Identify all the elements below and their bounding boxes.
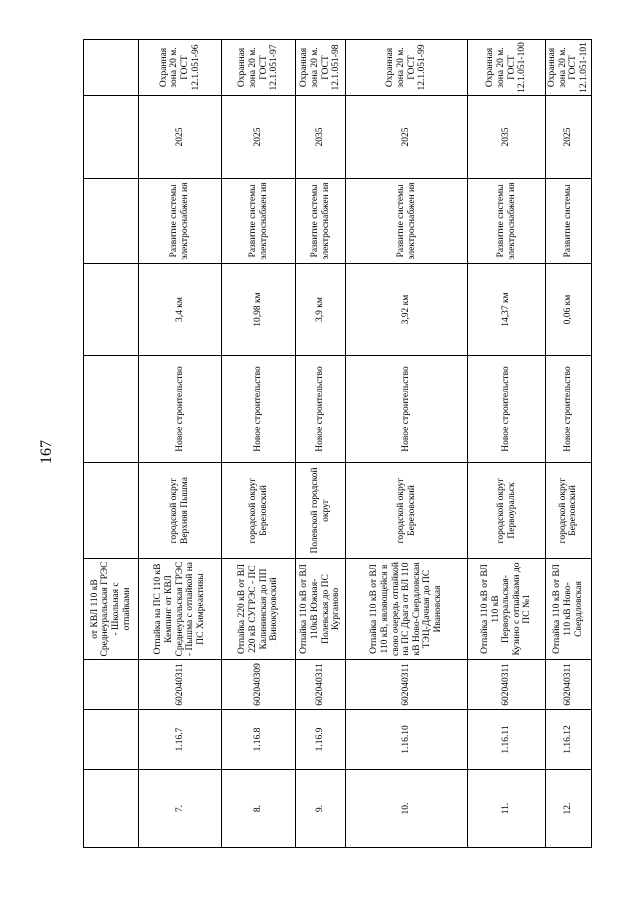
table-row: [222, 40, 296, 848]
cell-num: 9.: [296, 770, 346, 848]
cell-code: 1.16.10: [346, 710, 468, 770]
cell-name: Отпайка 220 кВ от ВЛ 220 кВ СУГРЭС - ПС Калининская до ПП Винокуровский: [222, 559, 296, 660]
cell-location: городской округ Первоуральск: [468, 463, 546, 559]
cell-length: 3,9 км: [296, 264, 346, 356]
cell-id: 602040311: [139, 660, 222, 710]
rotated-table-container: [83, 40, 589, 848]
cell-num: 10.: [346, 770, 468, 848]
cell-code: 1.16.7: [139, 710, 222, 770]
cell-zone: Охранная зона 20 м. ГОСТ 12.1.051-99: [346, 40, 468, 96]
cell-year: 2025: [546, 96, 592, 179]
table-row: [546, 40, 592, 848]
objects-table: [83, 39, 592, 848]
cell-year: 2035: [468, 96, 546, 179]
cell-id: 602040311: [546, 660, 592, 710]
cell-length: 0,06 км: [546, 264, 592, 356]
page-number: [36, 438, 58, 466]
table-row: [346, 40, 468, 848]
cell-length: [84, 264, 139, 356]
table-row: [468, 40, 546, 848]
cell-purpose: [84, 179, 139, 264]
cell-purpose: Развитие системы электроснабжен ия: [139, 179, 222, 264]
cell-year: 2035: [296, 96, 346, 179]
cell-code: 1.16.11: [468, 710, 546, 770]
cell-id: 602040311: [468, 660, 546, 710]
cell-num: 12.: [546, 770, 592, 848]
cell-num: 7.: [139, 770, 222, 848]
cell-id: 602040309: [222, 660, 296, 710]
cell-location: городской округ Березовский: [222, 463, 296, 559]
cell-purpose: Развитие системы: [546, 179, 592, 264]
cell-location: городской округ Березовский: [546, 463, 592, 559]
cell-code: [84, 710, 139, 770]
cell-id: [84, 660, 139, 710]
cell-length: 14,37 км: [468, 264, 546, 356]
cell-zone: [84, 40, 139, 96]
cell-num: 11.: [468, 770, 546, 848]
cell-location: Полевской городской округ: [296, 463, 346, 559]
cell-id: 602040311: [296, 660, 346, 710]
cell-purpose: Развитие системы электроснабжен ия: [346, 179, 468, 264]
cell-work-type: Новое строительство: [296, 356, 346, 463]
cell-zone: Охранная зона 20 м. ГОСТ 12.1.051-97: [222, 40, 296, 96]
cell-zone: Охранная зона 20 м. ГОСТ 12.1.051-100: [468, 40, 546, 96]
cell-num: 8.: [222, 770, 296, 848]
cell-name: Отпайка 110 кВ от ВЛ 110 кВ Ново-Свердловская: [546, 559, 592, 660]
page-number-text: 167: [38, 440, 55, 464]
cell-location: городской округ Верхняя Пышма: [139, 463, 222, 559]
cell-work-type: Новое строительство: [346, 356, 468, 463]
cell-length: 3,4 км: [139, 264, 222, 356]
cell-work-type: Новое строительство: [222, 356, 296, 463]
cell-location: [84, 463, 139, 559]
table-row: [296, 40, 346, 848]
cell-work-type: Новое строительство: [468, 356, 546, 463]
cell-code: 1.16.12: [546, 710, 592, 770]
cell-num: [84, 770, 139, 848]
cell-purpose: Развитие системы электроснабжен ия: [468, 179, 546, 264]
cell-name: Отпайка 110 кВ от ВЛ 110кВ Южная-Полевская до ПС Курганово: [296, 559, 346, 660]
cell-length: 10,98 км: [222, 264, 296, 356]
cell-id: 602040311: [346, 660, 468, 710]
cell-work-type: [84, 356, 139, 463]
cell-zone: Охранная зона 20 м. ГОСТ 12.1.051-98: [296, 40, 346, 96]
cell-code: 1.16.9: [296, 710, 346, 770]
cell-location: городской округ Березовский: [346, 463, 468, 559]
cell-length: 3,92 км: [346, 264, 468, 356]
cell-code: 1.16.8: [222, 710, 296, 770]
cell-year: 2025: [222, 96, 296, 179]
cell-purpose: Развитие системы электроснабжен ия: [222, 179, 296, 264]
cell-zone: Охранная зона 20 м. ГОСТ 12.1.051-101: [546, 40, 592, 96]
cell-purpose: Развитие системы электроснабжен ия: [296, 179, 346, 264]
cell-name: Отпайка 110 кВ от ВЛ 110 кВ, являющейся в свою очередь отпайкой на ПС Драга от ВЛ 110 кВ Ново-Свердловская ТЭЦ-Дачная до ПС Ивановская: [346, 559, 468, 660]
table-row: [84, 40, 139, 848]
cell-name: Отпайка на ПС 110 кВ Кемпинг от КВЛ Среднеуральская ГРЭС - Пышма с отпайкой на ПС Химреактивы: [139, 559, 222, 660]
table-row: [139, 40, 222, 848]
cell-work-type: Новое строительство: [139, 356, 222, 463]
cell-year: 2025: [139, 96, 222, 179]
cell-work-type: Новое строительство: [546, 356, 592, 463]
cell-year: [84, 96, 139, 179]
cell-name: Отпайка 110 кВ от ВЛ 110 кВ Первоуральская-Кузино с отпайками до ПС №1: [468, 559, 546, 660]
cell-zone: Охранная зона 20 м. ГОСТ 12.1.051-96: [139, 40, 222, 96]
cell-name: от КВЛ 110 кВ Среднеуральская ГРЭС - Школьная с отпайками: [84, 559, 139, 660]
cell-year: 2025: [346, 96, 468, 179]
